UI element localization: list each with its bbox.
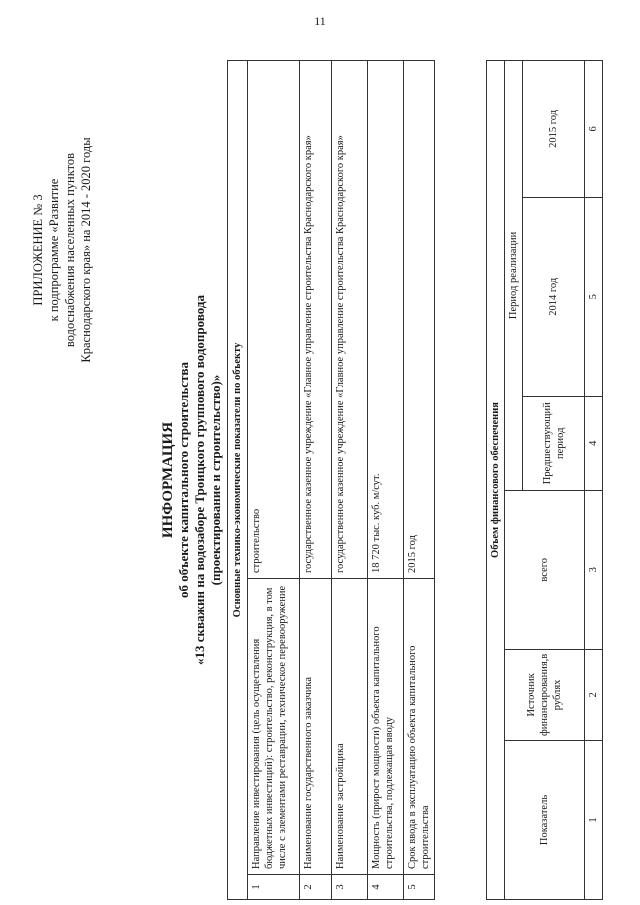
table-section-row: [487, 61, 505, 900]
section-title: Основные технико-экономические показатели по объекту: [228, 61, 248, 900]
header-source: Источник финансирования,в рублях: [505, 649, 585, 740]
row-value: государственное казенное учреждение «Главное управление строительства Краснодарского края»: [332, 61, 368, 579]
header-2015: 2015 год: [523, 61, 585, 198]
column-number: 4: [585, 396, 603, 490]
row-number: 2: [300, 875, 332, 900]
rotated-document-sheet: [30, 60, 610, 900]
table-row: [332, 61, 368, 900]
header-total: всего: [505, 490, 585, 649]
indicators-table: [227, 60, 435, 900]
table-row: [368, 61, 404, 900]
row-number: 4: [368, 875, 404, 900]
header-indicator: Показатель: [505, 741, 585, 900]
section-title: Объем финансового обеспечения: [487, 61, 505, 900]
header-2014: 2014 год: [523, 197, 585, 396]
table-row: [300, 61, 332, 900]
document-title: ИНФОРМАЦИЯ: [160, 421, 176, 539]
header-previous: Предшествующий период: [523, 396, 585, 490]
finance-table: [486, 60, 603, 900]
row-number: 1: [248, 875, 300, 900]
column-number: 6: [585, 61, 603, 198]
appendix-header: [30, 70, 94, 430]
column-number-row: [585, 61, 603, 900]
heading-line: (проектирование и строительство)»: [208, 374, 223, 586]
row-value: государственное казенное учреждение «Главное управление строительства Краснодарского края»: [300, 61, 332, 579]
row-label: Наименование застройщика: [332, 579, 368, 875]
column-number: 3: [585, 490, 603, 649]
row-value: 18 720 тыс. куб. м/сут.: [368, 61, 404, 579]
row-label: Направление инвестирования (цель осуществления бюджетных инвестиций): строительство, реконструкция, в том числе с элементами реставрации, техническое перевооружение: [248, 579, 300, 875]
table-header-row: [505, 61, 523, 900]
appendix-line: ПРИЛОЖЕНИЕ № 3: [31, 194, 45, 306]
appendix-line: Краснодарского края» на 2014 - 2020 годы: [79, 137, 93, 363]
table-section-row: [228, 61, 248, 900]
column-number: 1: [585, 741, 603, 900]
document-heading: [160, 180, 224, 780]
row-value: 2015 год: [404, 61, 435, 579]
row-number: 5: [404, 875, 435, 900]
page-number: 11: [314, 14, 326, 28]
column-number: 5: [585, 197, 603, 396]
table-row: [248, 61, 300, 900]
appendix-line: к подпрограмме «Развитие: [47, 178, 61, 322]
heading-line: об объекте капитального строительства: [176, 362, 191, 598]
appendix-line: водоснабжения населенных пунктов: [63, 152, 77, 348]
heading-line: «13 скважин на водозаборе Троицкого группового водопровода: [192, 295, 207, 665]
row-label: Срок ввода в эксплуатацию объекта капитального строительства: [404, 579, 435, 875]
row-label: Мощность (прирост мощности) объекта капитального строительства, подлежащая вводу: [368, 579, 404, 875]
row-number: 3: [332, 875, 368, 900]
column-number: 2: [585, 649, 603, 740]
table-row: [404, 61, 435, 900]
row-value: строительство: [248, 61, 300, 579]
row-label: Наименование государственного заказчика: [300, 579, 332, 875]
header-period: Период реализации: [505, 61, 523, 491]
